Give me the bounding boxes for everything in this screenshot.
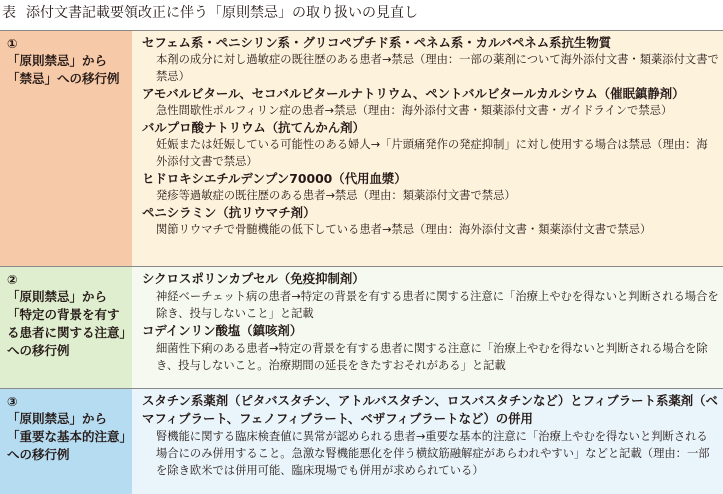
drug-detail: 妊娠または妊娠している可能性のある婦人→「片頭痛発作の発症抑制」に対し使用する場合は禁忌（理由：海外添付文書で禁忌） (156, 138, 708, 168)
table-row (0, 31, 723, 267)
table-title-text: 添付文書記載要領改正に伴う「原則禁忌」の取り扱いの見直し (26, 5, 418, 21)
drug-detail: 本剤の成分に対し過敏症の既往歴のある患者→禁忌（理由：一部の薬剤について海外添付文書・類薬添付文書で禁忌） (156, 53, 719, 83)
category-cell (0, 31, 132, 266)
row-number: ② (7, 272, 18, 287)
drug-detail: 関節リウマチで骨髄機能の低下している患者→禁忌（理由：海外添付文書・類薬添付文書で禁忌） (156, 223, 652, 236)
examples-cell (132, 389, 723, 494)
table-label: 表 (2, 5, 16, 21)
table-row (0, 267, 723, 389)
drug-heading: コデインリン酸塩（鎮咳剤） (142, 323, 303, 338)
drug-heading: シクロスポリンカプセル（免疫抑制剤） (142, 271, 365, 286)
table-title (2, 2, 418, 24)
drug-heading: アモバルビタール、セコバルビタールナトリウム、ペントバルビタールカルシウム（催眠鎮静剤） (142, 86, 685, 101)
drug-detail: 細菌性下痢のある患者→特定の背景を有する患者に関する注意に「治療上やむを得ないと判断される場合を除き、投与しないこと。治療期間の延長をきたすおそれがある」と記載 (156, 342, 708, 372)
drug-heading: セフェム系・ペニシリン系・グリコペプチド系・ペネム系・カルバペネム系抗生物質 (142, 35, 612, 50)
drug-detail: 腎機能に関する臨床検査値に異常が認められる患者→重要な基本的注意に「治療上やむを得ないと判断される場合にのみ併用すること。急激な腎機能悪化を伴う横紋筋融解症があらわれやすい」などと記載（理由：一部を除き欧米では併用可能、臨床現場でも併用が求められている） (156, 430, 710, 477)
drug-heading: スタチン系薬剤（ピタバスタチン、アトルバスタチン、ロスバスタチンなど）とフィブラート系薬剤（ベマフィブラート、フェノフィブラート、ベザフィブラートなど）の併用 (142, 393, 718, 426)
category-label: 「原則禁忌」から「重要な基本的注意」への移行例 (7, 411, 126, 462)
examples-cell (132, 31, 723, 266)
table-row (0, 389, 723, 494)
row-number: ③ (7, 394, 18, 409)
drug-heading: バルプロ酸ナトリウム（抗てんかん剤） (142, 120, 365, 135)
drug-detail: 急性間歇性ポルフィリン症の患者→禁忌（理由：海外添付文書・類薬添付文書・ガイドラインで禁忌） (156, 104, 673, 117)
drug-heading: ヒドロキシエチルデンプン70000（代用血漿） (142, 171, 407, 186)
category-label: 「原則禁忌」から「禁忌」への移行例 (7, 53, 120, 86)
category-cell (0, 389, 132, 494)
drug-detail: 発疹等過敏症の既往歴のある患者→禁忌（理由：類薬添付文書で禁忌） (156, 189, 516, 202)
drug-detail: 神経ベーチェット病の患者→特定の背景を有する患者に関する注意に「治療上やむを得ないと判断される場合を除き、投与しないこと」と記載 (156, 290, 719, 320)
row-number: ① (7, 36, 18, 51)
drug-heading: ペニシラミン（抗リウマチ剤） (142, 205, 316, 220)
transition-table (0, 30, 723, 493)
category-cell (0, 267, 132, 388)
examples-cell (132, 267, 723, 388)
category-label: 「原則禁忌」から「特定の背景を有する患者に関する注意」への移行例 (7, 289, 126, 358)
